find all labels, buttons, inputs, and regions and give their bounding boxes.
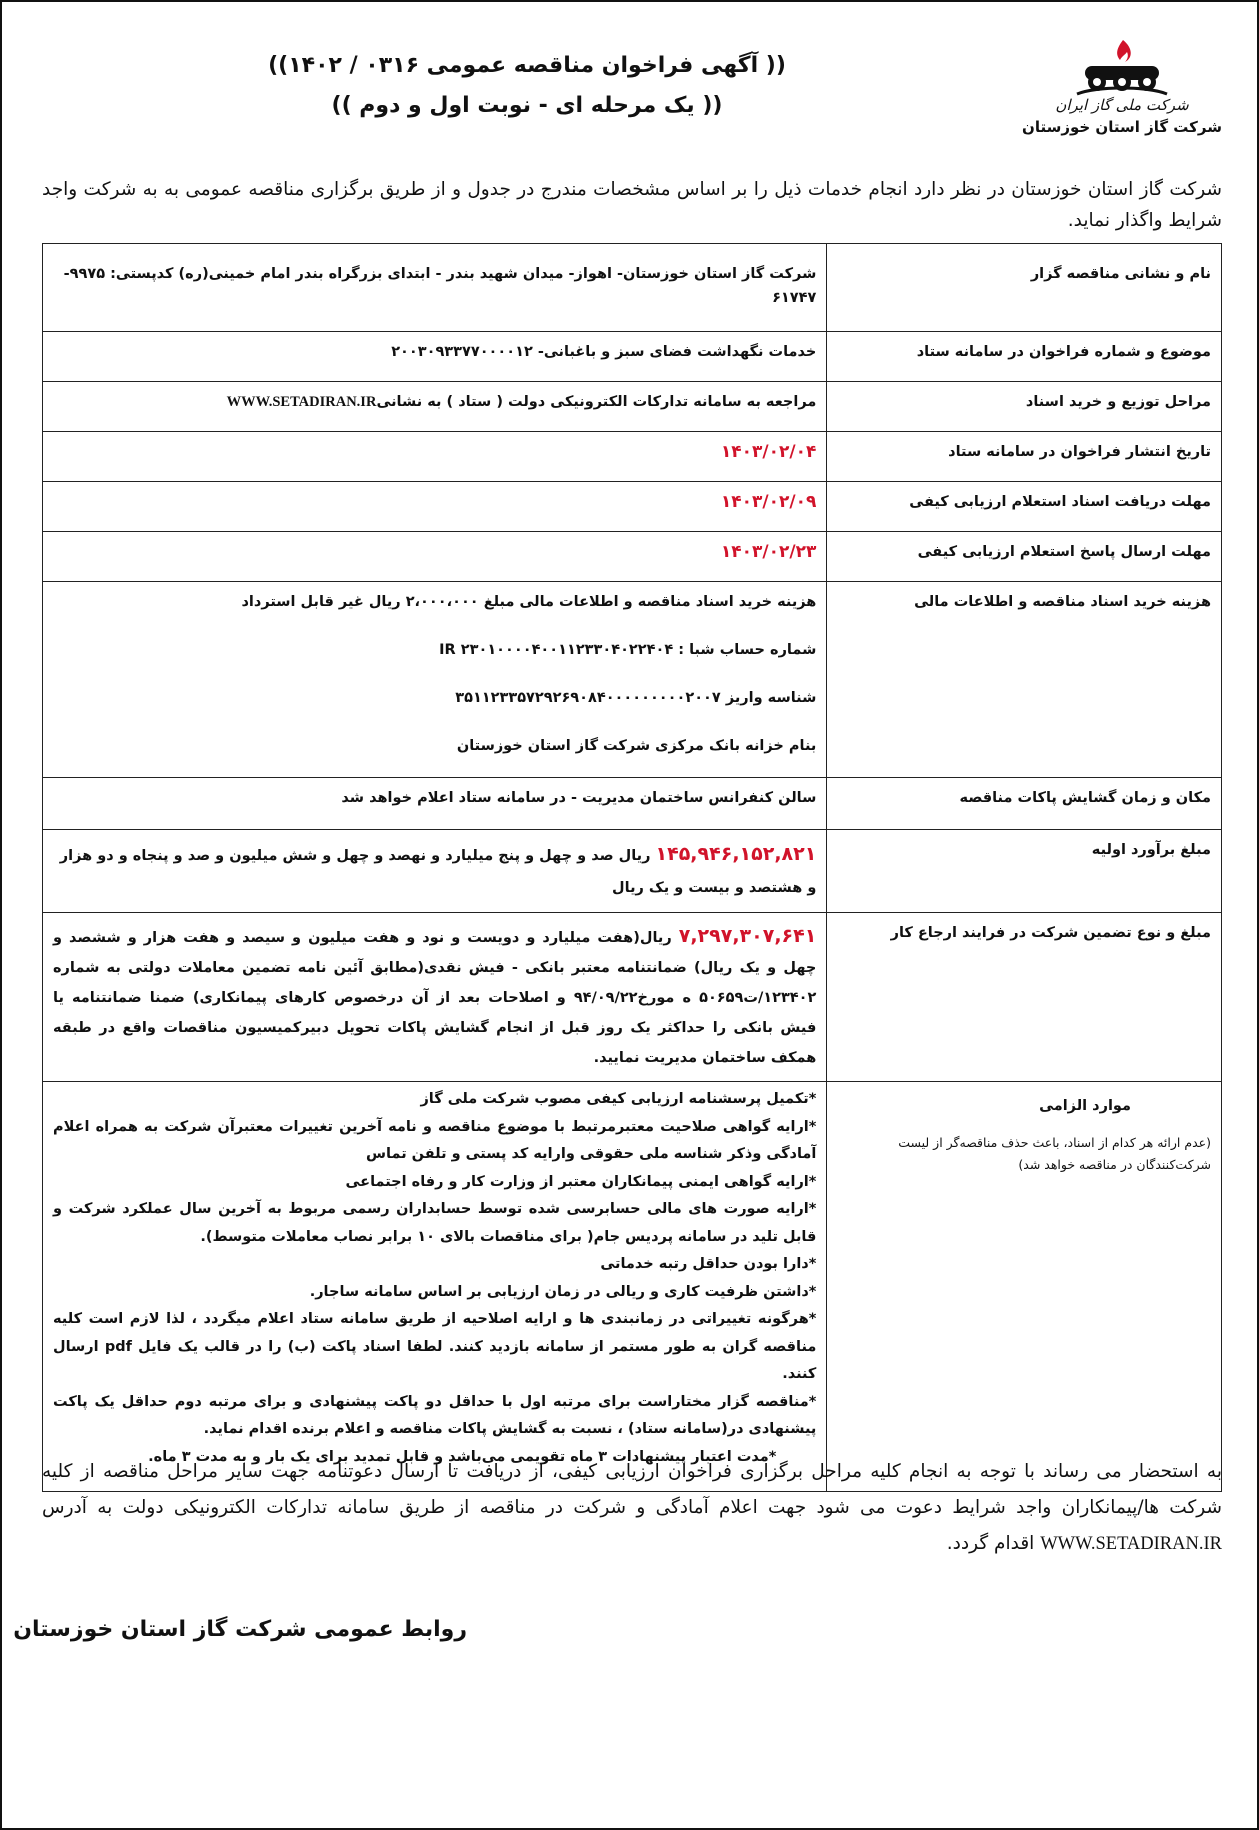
estimate-amount: ۱۴۵,۹۴۶,۱۵۲,۸۲۱ bbox=[655, 843, 817, 865]
requirements-note: (عدم ارائه هر کدام از اسناد، باعث حذف مناقصه‌گر از لیست شرکت‌کنندگان در مناقصه خواهد شد) bbox=[898, 1135, 1211, 1172]
list-item: *داشتن ظرفیت کاری و ریالی در زمان ارزیابی بر اساس سامانه ساجار. bbox=[309, 1283, 817, 1300]
outro-url-link[interactable]: WWW.SETADIRAN.IR bbox=[1040, 1534, 1222, 1554]
title-line-1: (( آگهی فراخوان مناقصه عمومی ۰۳۱۶ / ۱۴۰۲)) bbox=[268, 53, 786, 78]
tender-info-table bbox=[42, 243, 1222, 1492]
table-row bbox=[43, 482, 1222, 532]
header bbox=[42, 30, 1222, 150]
payment-id-line: شناسه واریز ۳۵۱۱۲۳۳۵۷۲۹۲۶۹۰۸۴۰۰۰۰۰۰۰۰۰۲۰۰۷ bbox=[455, 690, 817, 706]
signature: روابط عمومی شرکت گاز استان خوزستان bbox=[13, 1617, 467, 1642]
row-label: مهلت دریافت اسناد استعلام ارزیابی کیفی bbox=[827, 482, 1222, 532]
treasury-line: بنام خزانه بانک مرکزی شرکت گاز استان خوزستان bbox=[456, 738, 817, 754]
distribution-value bbox=[43, 382, 827, 432]
title-line-2: (( یک مرحله ای - نوبت اول و دوم )) bbox=[331, 93, 723, 118]
opening-value: سالن کنفرانس ساختمان مدیریت - در سامانه ستاد اعلام خواهد شد bbox=[43, 778, 827, 830]
page-title bbox=[42, 46, 1012, 126]
outro-text: به استحضار می رساند با توجه به انجام کلیه مراحل برگزاری فراخوان ارزیابی کیفی، از دریافت تا ارسال دعوتنامه جهت سایر مراحل مناقصه از کلیه شرکت ها/پیمانکاران واجد شرایط دعوت می شود جهت اعلام آمادگی و شرکت در مناقصه از طریق سامانه تدارکات الکترونیکی دولت به آدرس bbox=[42, 1461, 1222, 1518]
table-row bbox=[43, 244, 1222, 332]
tenderer-value: شرکت گاز استان خوزستان- اهواز- میدان شهید بندر - ابتدای بزرگراه بندر امام خمینی(ره) کدپستی: ۹۹۷۵- ۶۱۷۴۷ bbox=[43, 244, 827, 332]
estimate-value bbox=[43, 830, 827, 913]
list-item: *دارا بودن حداقل رتبه خدماتی bbox=[600, 1256, 817, 1272]
guarantee-value bbox=[43, 913, 827, 1082]
nigc-emblem-icon bbox=[1067, 36, 1177, 98]
row-label: موضوع و شماره فراخوان در سامانه ستاد bbox=[827, 332, 1222, 382]
submit-deadline-value bbox=[43, 532, 827, 582]
outro-paragraph bbox=[42, 1454, 1222, 1562]
table-row bbox=[43, 582, 1222, 778]
list-item: *ارایه گواهی صلاحیت معتبرمرتبط با موضوع مناقصه و نامه آخرین تغییرات معتبرآن شرکت به همراه اعلام آمادگی وذکر شناسه ملی حقوقی وارایه کد پستی و تلفن تماس bbox=[53, 1118, 817, 1162]
list-item: *مدت اعتبار پیشنهادات ۳ ماه تقویمی می‌باشد و قابل تمدید برای یک بار و به مدت ۳ ماه. bbox=[148, 1448, 777, 1465]
list-item: *ارایه صورت های مالی حسابرسی شده توسط حسابداران رسمی مربوط به آخرین سال عملکرد شرکت و قابل تلید در سامانه پردیس جام( برای مناقصات بالای ۱۰ برابر نصاب معاملات متوسط). bbox=[53, 1201, 817, 1245]
row-label: تاریخ انتشار فراخوان در سامانه ستاد bbox=[827, 432, 1222, 482]
row-label: مبلغ و نوع تضمین شرکت در فرایند ارجاع کار bbox=[827, 913, 1222, 1082]
submit-deadline-date: ۱۴۰۳/۰۲/۲۳ bbox=[720, 542, 817, 562]
table-row bbox=[43, 332, 1222, 382]
table-row bbox=[43, 382, 1222, 432]
row-label: هزینه خرید اسناد مناقصه و اطلاعات مالی bbox=[827, 582, 1222, 778]
list-item: *ارایه گواهی ایمنی پیمانکاران معتبر از وزارت کار و رفاه اجتماعی bbox=[345, 1173, 817, 1190]
setad-url-link[interactable]: WWW.SETADIRAN.IR bbox=[226, 394, 377, 410]
row-label: موارد الزامی bbox=[1039, 1098, 1131, 1114]
requirements-list bbox=[43, 1082, 827, 1492]
guarantee-amount: ۷,۲۹۷,۳۰۷,۶۴۱ bbox=[678, 925, 817, 947]
cost-line: هزینه خرید اسناد مناقصه و اطلاعات مالی مبلغ ۲،۰۰۰،۰۰۰ ریال غیر قابل استرداد bbox=[241, 594, 817, 610]
publish-date-value bbox=[43, 432, 827, 482]
intro-paragraph: شرکت گاز استان خوزستان در نظر دارد انجام خدمات ذیل را بر اساس مشخصات مندرج در جدول و از طریق برگزاری مناقصه عمومی به به شرکت واجد شرایط واگذار نماید. bbox=[42, 179, 1222, 231]
receive-deadline-date: ۱۴۰۳/۰۲/۰۹ bbox=[720, 492, 817, 512]
row-label: مبلغ برآورد اولیه bbox=[827, 830, 1222, 913]
receive-deadline-value bbox=[43, 482, 827, 532]
publish-date: ۱۴۰۳/۰۲/۰۴ bbox=[720, 442, 817, 462]
estimate-words: ریال صد و چهل و پنج میلیارد و نهصد و چهل و شش میلیون و صد و پنجاه و دو هزار و هشتصد و بیست و یک ریال bbox=[59, 848, 817, 896]
table-row bbox=[43, 778, 1222, 830]
row-label: مراحل توزیع و خرید اسناد bbox=[827, 382, 1222, 432]
row-label: مکان و زمان گشایش پاکات مناقصه bbox=[827, 778, 1222, 830]
outro-tail: اقدام گردد. bbox=[946, 1533, 1041, 1554]
subject-value: خدمات نگهداشت فضای سبز و باغبانی- ۲۰۰۳۰۹۳۳۷۷۰۰۰۰۱۲ bbox=[43, 332, 827, 382]
list-item: *مناقصه گزار مختاراست برای مرتبه اول با حداقل دو پاکت پیشنهادی و برای مرتبه دوم حداقل یک پاکت پیشنهادی در(سامانه ستاد) ، نسبت به گشایش پاکات مناقصه و اعلام برنده اقدام نماید. bbox=[53, 1393, 817, 1437]
logo-company-name: شرکت گاز استان خوزستان bbox=[1022, 118, 1222, 136]
company-logo bbox=[1022, 36, 1222, 136]
row-label: نام و نشانی مناقصه گزار bbox=[827, 244, 1222, 332]
list-item: *هرگونه تغییراتی در زمانبندی ها و ارایه اصلاحیه از طریق سامانه ستاد اعلام میگردد ، لذا لازم است کلیه مناقصه گران به طور مستمر از سامانه بازدید کنند. لطفا اسناد پاکت (ب) را در قالب یک فایل pdf ارسال کنند. bbox=[53, 1311, 817, 1382]
guarantee-text: ریال(هفت میلیارد و دویست و نود و هفت میلیون و سیصد و هفت هزار و ششصد و چهل و یک ریال) ضمانتنامه معتبر بانکی - فیش نقدی(مطابق آئین نامه تضمین معاملات دولتی به شماره ۱۲۳۴۰۲/ت۵۰۶۵۹ ه مورخ۹۴/۰۹/۲۲ و اصلاحات بعد از آن درخصوص کارهای پیمانکاری) ضمنا ضمانتنامه یا فیش بانکی را حداکثر یک روز قبل از انجام گشایش پاکات تحویل دبیرکمیسیون مناقصات واقع در طبقه همکف ساختمان مدیریت نمایید. bbox=[53, 930, 817, 1066]
row-label: مهلت ارسال پاسخ استعلام ارزیابی کیفی bbox=[827, 532, 1222, 582]
table-row bbox=[43, 432, 1222, 482]
table-row bbox=[43, 532, 1222, 582]
table-row bbox=[43, 913, 1222, 1082]
table-row bbox=[43, 830, 1222, 913]
distribution-text: مراجعه به سامانه تدارکات الکترونیکی دولت ( ستاد ) به نشانی bbox=[376, 394, 817, 410]
requirements-label-cell bbox=[827, 1082, 1222, 1492]
list-item: *تکمیل پرسشنامه ارزیابی کیفی مصوب شرکت ملی گاز bbox=[420, 1091, 817, 1107]
logo-script: شرکت ملی گاز ایران bbox=[1055, 96, 1189, 114]
cost-value bbox=[43, 582, 827, 778]
table-row bbox=[43, 1082, 1222, 1492]
sheba-line: شماره حساب شبا : IR ۲۳۰۱۰۰۰۰۴۰۰۱۱۲۳۳۰۴۰۲۲۴۰۴ bbox=[439, 642, 817, 658]
